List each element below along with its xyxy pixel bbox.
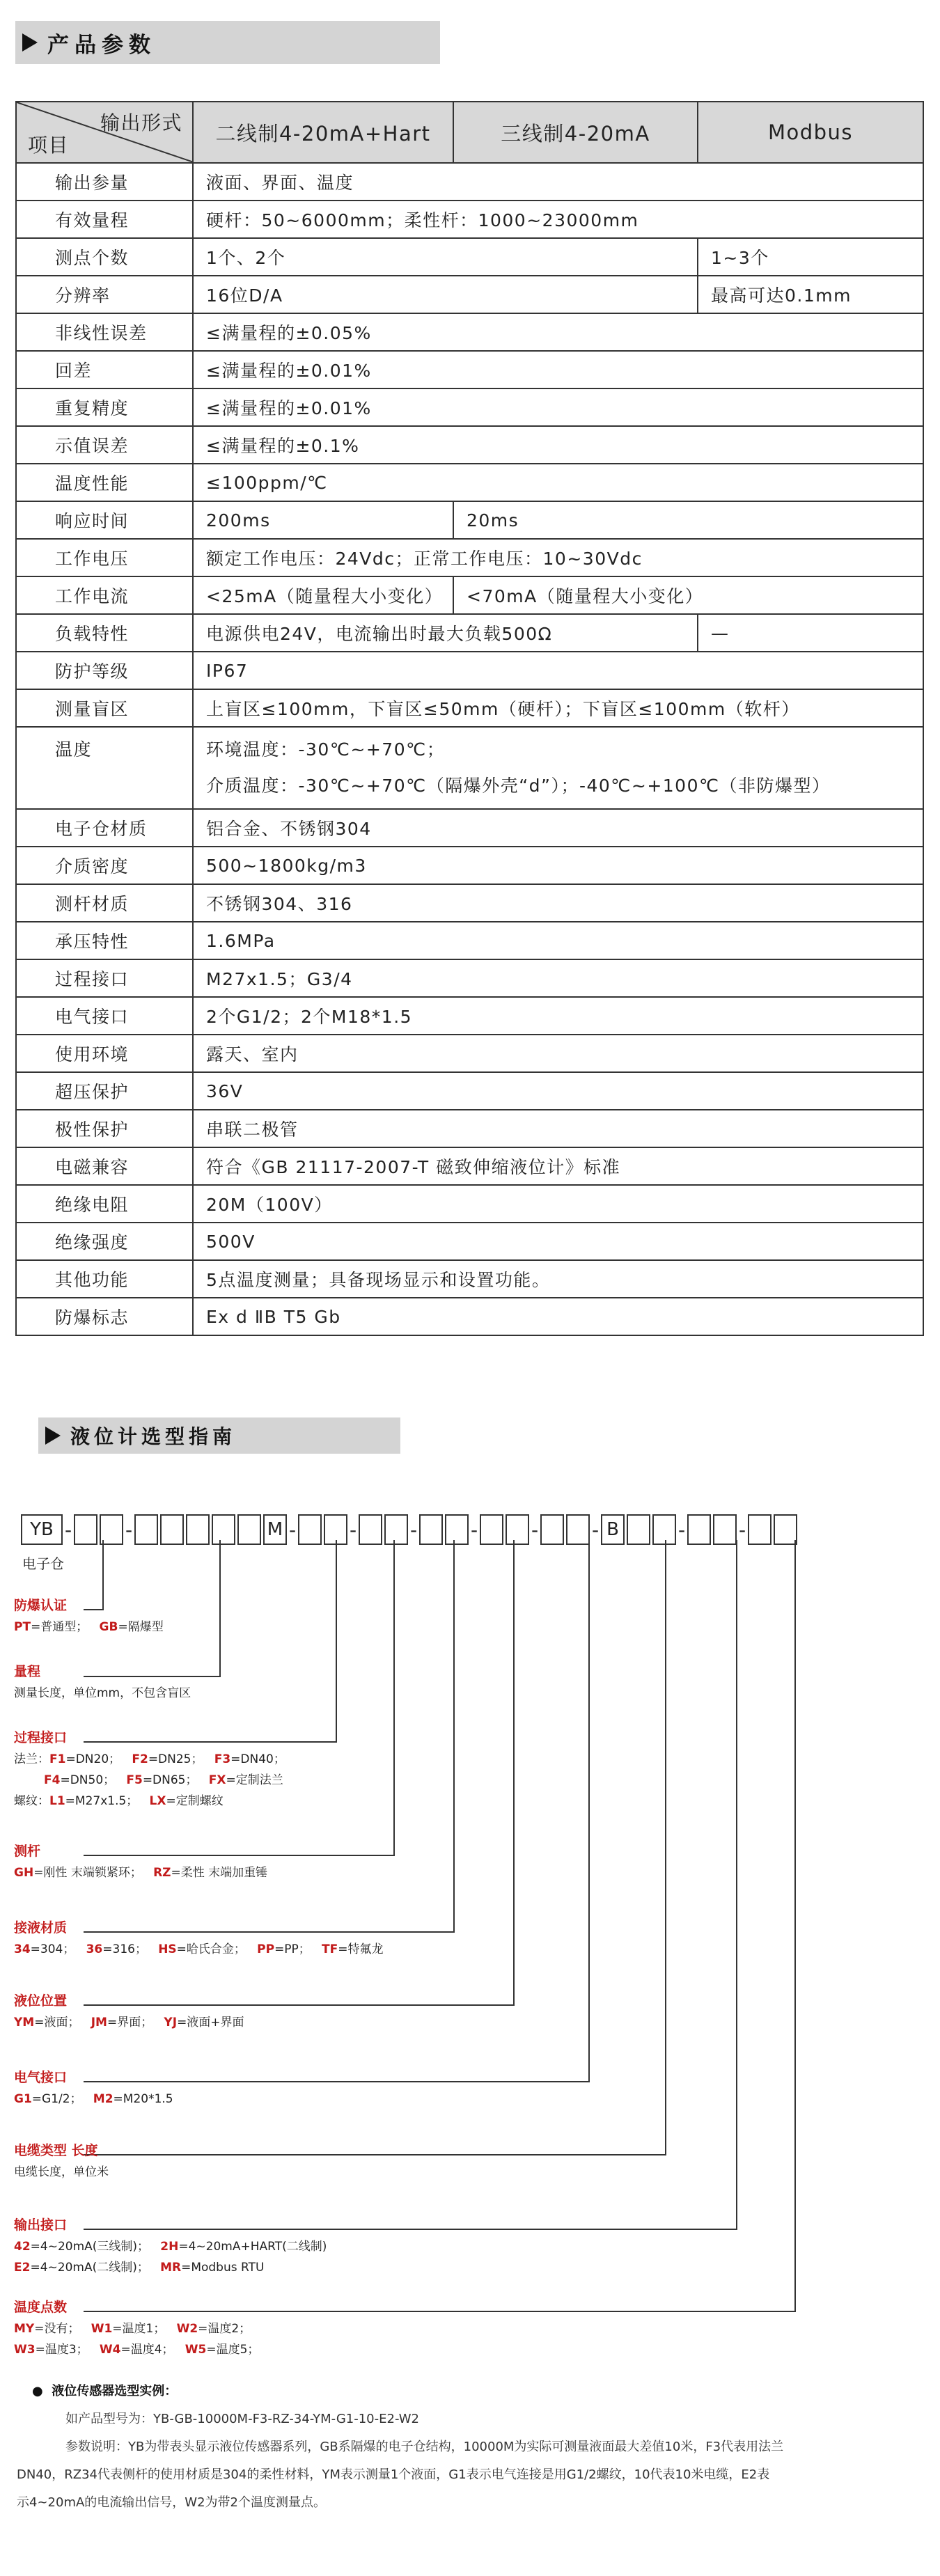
model-code-row: YB - - M - - - - - - B - -	[21, 1509, 797, 1550]
example-desc-1: 参数说明：YB为带表头显示液位传感器系列，GB系隔爆的电子仓结构，10000M为实际可测量液面最大差值10米，F3代表用法兰	[65, 2440, 784, 2454]
header-item: 项目	[28, 134, 70, 157]
table-row: 电气接口 2个G1/2；2个M18*1.5	[16, 997, 923, 1035]
guide-cable: 电缆类型 长度 电缆长度，单位米	[14, 2143, 109, 2179]
guide-range: 量程 测量长度，单位mm，不包含盲区	[14, 1664, 191, 1700]
table-row: 过程接口 M27x1.5；G3/4	[16, 959, 923, 997]
guide-position: 液位位置 YM=液面； JM=界面； YJ=液面+界面	[14, 1993, 244, 2029]
header-col-hart: 二线制4-20mA+Hart	[193, 102, 453, 163]
params-section-title: 产品参数	[47, 32, 156, 58]
table-row: 有效量程 硬杆：50~6000mm；柔性杆：1000~23000mm	[16, 201, 923, 238]
code-cable: B	[601, 1514, 676, 1545]
table-row: 响应时间 200ms 20ms	[16, 501, 923, 539]
code-range: M	[134, 1514, 287, 1545]
guide-temp: 温度点数 MY=没有； W1=温度1； W2=温度2； W3=温度3； W4=温度4； W5=温度5；	[14, 2300, 260, 2357]
table-row: 输出参量 液面、界面、温度	[16, 163, 923, 201]
header-output-form: 输出形式	[100, 111, 182, 134]
header-col-modbus: Modbus	[698, 102, 923, 163]
guide-material: 接液材质 34=304； 36=316； HS=哈氏合金； PP=PP； TF=特氟龙	[14, 1920, 384, 1956]
table-row: 电子仓材质 铝合金、不锈钢304	[16, 809, 923, 847]
table-row: 防爆标志 Ex d ⅡB T5 Gb	[16, 1298, 923, 1335]
guide-section-title: 液位计选型指南	[70, 1425, 237, 1448]
guide-ex: 防爆认证 PT=普通型； GB=隔爆型	[14, 1598, 164, 1634]
table-row: 测点个数 1个、2个 1~3个	[16, 238, 923, 276]
table-row: 工作电压 额定工作电压：24Vdc；正常工作电压：10~30Vdc	[16, 539, 923, 576]
table-row: 测量盲区 上盲区≤100mm，下盲区≤50mm（硬杆）；下盲区≤100mm（软杆）	[16, 689, 923, 727]
table-row: 电磁兼容 符合《GB 21117-2007-T 磁致伸缩液位计》标准	[16, 1147, 923, 1185]
guide-elec: 电气接口 G1=G1/2； M2=M20*1.5	[14, 2070, 173, 2106]
table-row: 绝缘电阻 20M（100V）	[16, 1185, 923, 1223]
guide-rod: 测杆 GH=刚性 末端锁紧环； RZ=柔性 末端加重锤	[14, 1844, 268, 1880]
table-row: 工作电流 <25mA（随量程大小变化） <70mA（随量程大小变化）	[16, 576, 923, 614]
code-prefix: YB	[21, 1514, 63, 1545]
table-row: 其他功能 5点温度测量；具备现场显示和设置功能。	[16, 1260, 923, 1298]
table-row: 超压保护 36V	[16, 1072, 923, 1110]
table-row: 重复精度 ≤满量程的±0.01%	[16, 388, 923, 426]
table-row: 承压特性 1.6MPa	[16, 922, 923, 959]
table-row: 非线性误差 ≤满量程的±0.05%	[16, 313, 923, 351]
table-row: 测杆材质 不锈钢304、316	[16, 884, 923, 922]
table-row: 极性保护 串联二极管	[16, 1110, 923, 1147]
table-row: 分辨率 16位D/A 最高可达0.1mm	[16, 276, 923, 313]
housing-label: 电子仓	[22, 1555, 64, 1572]
example-model: 如产品型号为：YB-GB-10000M-F3-RZ-34-YM-G1-10-E2-W2	[65, 2412, 419, 2426]
table-row: 使用环境 露天、室内	[16, 1035, 923, 1072]
table-row: 防护等级 IP67	[16, 652, 923, 689]
table-row: 示值误差 ≤满量程的±0.1%	[16, 426, 923, 464]
table-row: 负载特性 电源供电24V，电流输出时最大负载500Ω —	[16, 614, 923, 652]
selection-example	[17, 2378, 922, 2517]
table-row: 介质密度 500~1800kg/m3	[16, 847, 923, 884]
header-col-three-wire: 三线制4-20mA	[453, 102, 698, 163]
example-desc-2: DN40，RZ34代表侧杆的使用材质是304的柔性材料，YM表示测量1个液面，G1表示电气连接是用G1/2螺纹，10代表10米电缆，E2表	[17, 2467, 770, 2482]
guide-output: 输出接口 42=4~20mA(三线制)； 2H=4~20mA+HART(二线制) E2=4~20mA(二线制)； MR=Modbus RTU	[14, 2217, 327, 2275]
guide-process: 过程接口 法兰：F1=DN20； F2=DN25； F3=DN40； F4=DN50； F5=DN65； FX=定制法兰 螺纹：L1=M27x1.5； LX=定制螺纹	[14, 1730, 285, 1808]
table-row: 温度 环境温度：-30℃~+70℃； 介质温度：-30℃~+70℃（隔爆外壳“d”）；-40℃~+100℃（非防爆型）	[16, 727, 923, 809]
example-desc-3: 示4~20mA的电流输出信号，W2为带2个温度测量点。	[17, 2495, 326, 2510]
table-row: 温度性能 ≤100ppm/℃	[16, 464, 923, 501]
example-heading: ● 液位传感器选型实例：	[32, 2384, 178, 2398]
table-row: 回差 ≤满量程的±0.01%	[16, 351, 923, 388]
table-row: 绝缘强度 500V	[16, 1223, 923, 1260]
